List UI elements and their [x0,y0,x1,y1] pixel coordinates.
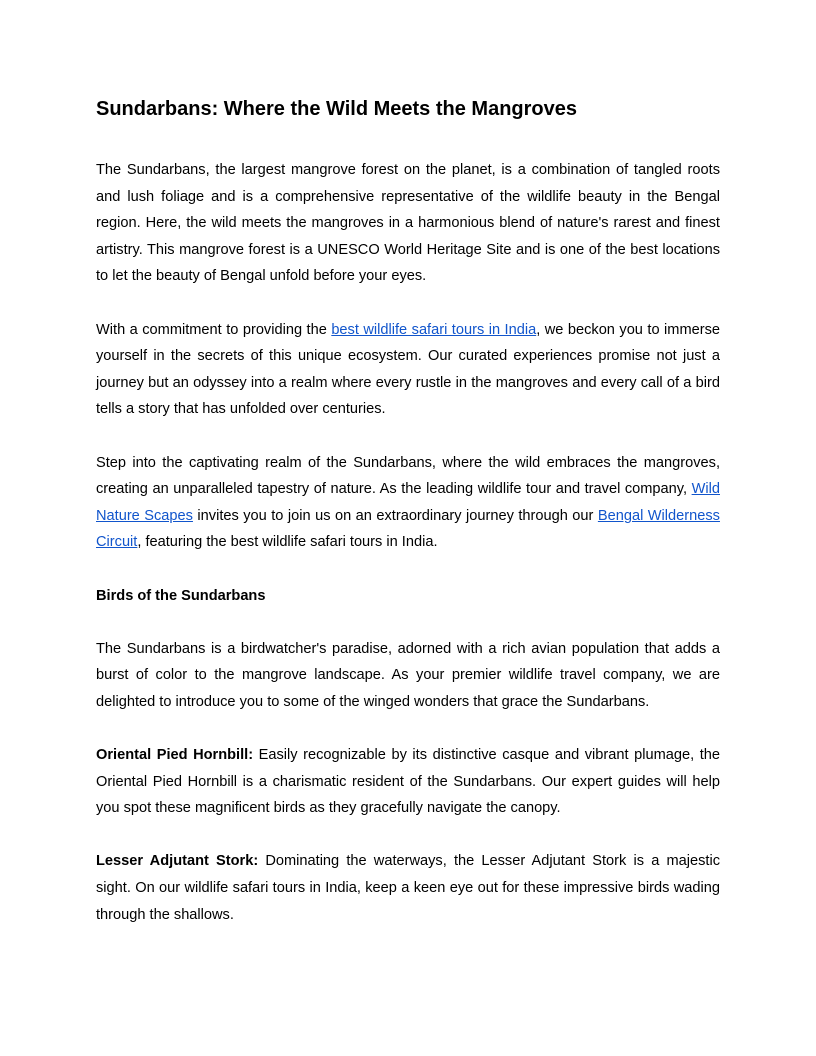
hornbill-text: Easily recognizable by its distinctive casque and vibrant plumage, the Oriental Pied Hornbill is a charismatic resident of the Sundarbans. Our expert guides will help you spot these magnificent birds as they gracefully navigate the canopy. [96,747,720,817]
page-title: Sundarbans: Where the Wild Meets the Mangroves [96,98,578,120]
stork-paragraph [96,848,720,928]
best-safari-tours-link[interactable]: best wildlife safari tours in India [331,321,537,338]
bengal-wilderness-circuit-link[interactable]: Bengal Wilderness Circuit [96,507,720,551]
hornbill-name: Oriental Pied Hornbill: [96,747,254,764]
birds-heading [96,583,720,610]
step-into-paragraph [96,450,720,556]
step-into-text-before: Step into the captivating realm of the Sundarbans, where the wild embraces the mangroves, creating an unparalleled tapestry of nature. As the leading wildlife tour and travel company, [96,454,720,498]
stork-name: Lesser Adjutant Stork: [96,853,259,870]
birds-intro-paragraph: The Sundarbans is a birdwatcher's paradise, adorned with a rich avian population that adds a burst of color to the mangrove landscape. As your premier wildlife travel company, we are delighted to introduce you to some of the winged wonders that grace the Sundarbans. [96,640,720,710]
document-page [96,94,720,928]
intro-paragraph: The Sundarbans, the largest mangrove forest on the planet, is a combination of tangled roots and lush foliage and is a comprehensive representative of the wildlife beauty in the Bengal region. Here, the wild meets the mangroves in a harmonious blend of nature's rarest and finest artistry. This mangrove forest is a UNESCO World Heritage Site and is one of the best locations to let the beauty of Bengal unfold before your eyes. [96,162,720,285]
step-into-text-middle: invites you to join us on an extraordinary journey through our [192,507,598,524]
commitment-text-before: With a commitment to providing the [96,321,332,338]
hornbill-paragraph [96,742,720,822]
step-into-text-after: , featuring the best wildlife safari tours in India. [137,534,438,551]
stork-text: Dominating the waterways, the Lesser Adjutant Stork is a majestic sight. On our wildlife safari tours in India, keep a keen eye out for these impressive birds wading through the shallows. [96,853,720,923]
commitment-text-after: , we beckon you to immerse yourself in the secrets of this unique ecosystem. Our curated experiences promise not just a journey but an odyssey into a realm where every rustle in the mangroves and every call of a bird tells a story that has unfolded over centuries. [96,321,720,418]
wild-nature-scapes-link[interactable]: Wild Nature Scapes [96,481,720,524]
commitment-paragraph [96,317,720,423]
birds-heading-text: Birds of the Sundarbans [96,587,266,604]
